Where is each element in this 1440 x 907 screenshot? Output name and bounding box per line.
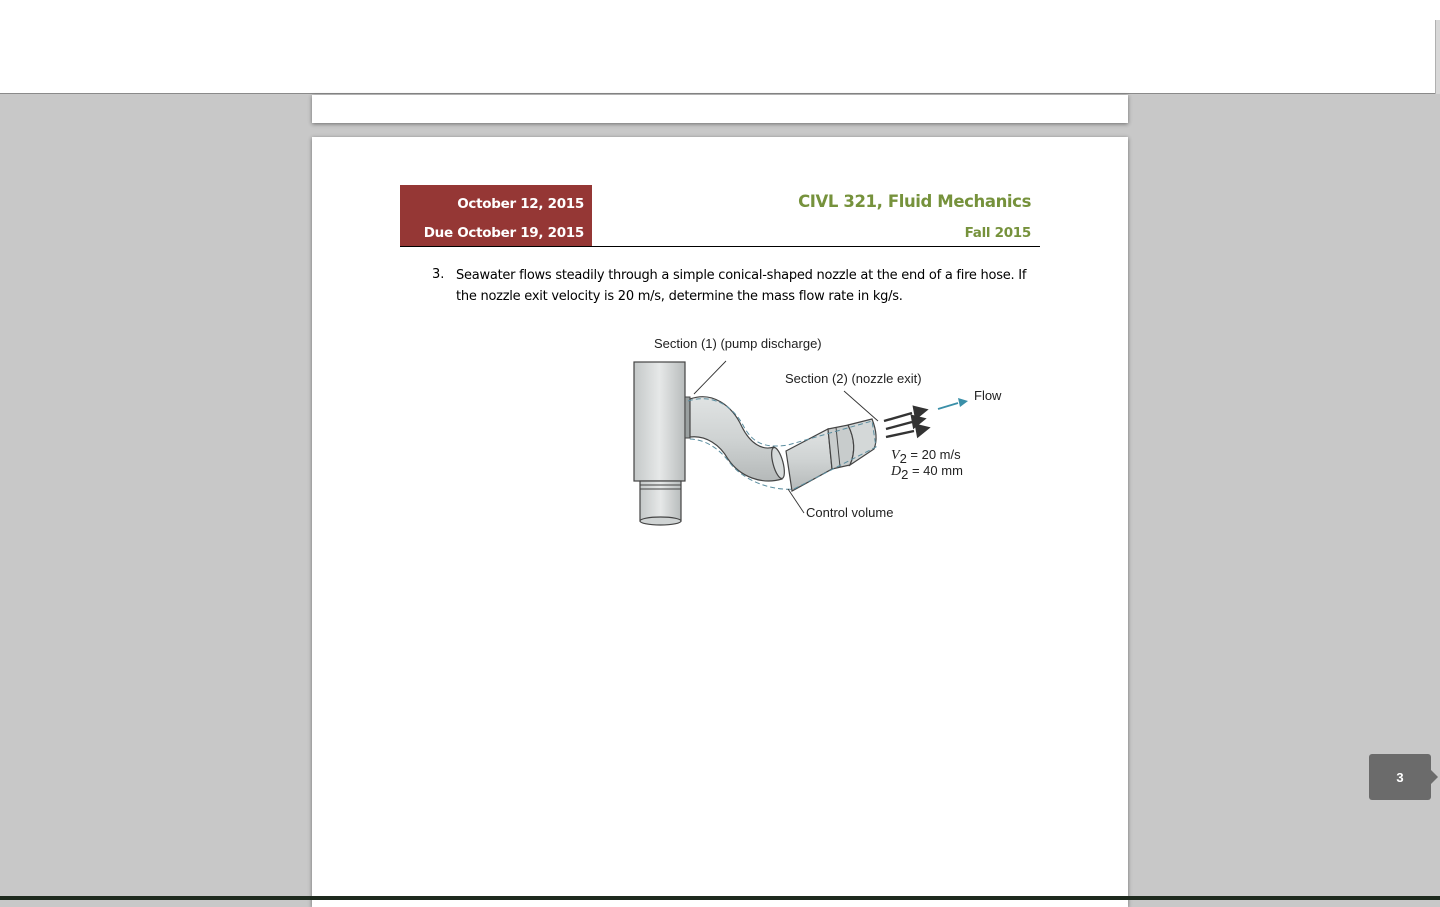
control-volume-leader <box>790 491 808 571</box>
flange <box>685 397 690 438</box>
page-indicator-arrow <box>1431 770 1438 784</box>
toolbar-area <box>0 0 1440 94</box>
jet-arrows <box>884 407 928 437</box>
page-number-indicator[interactable]: 3 <box>1369 754 1431 800</box>
header-date-band <box>400 185 592 246</box>
section1-label: Section (1) (pump discharge) <box>654 336 822 351</box>
pump-box <box>634 362 685 481</box>
control-volume-label: Control volume <box>806 505 894 520</box>
scrollbar-edge[interactable] <box>1435 20 1440 94</box>
diameter-label: $D_2$ $^{= 40 mm}$ <box>891 463 963 482</box>
previous-page <box>312 95 1128 123</box>
bottom-strip <box>0 896 1440 900</box>
due-date: Due October 19, 2015 <box>423 225 584 241</box>
pump-pipe <box>640 481 681 521</box>
flow-arrow <box>938 398 968 409</box>
fire-hose <box>690 397 782 481</box>
assignment-date: October 12, 2015 <box>457 196 584 212</box>
course-title: CIVL 321, Fluid Mechanics <box>798 192 1031 211</box>
section2-label: Section (2) (nozzle exit) <box>785 371 922 386</box>
current-page <box>312 137 1128 907</box>
course-term: Fall 2015 <box>964 225 1031 241</box>
problem-number: 3. <box>432 267 445 282</box>
problem-statement: Seawater flows steadily through a simple conical-shaped nozzle at the end of a fire hose. If the nozzle exit velocity is 20 m/s, determine the mass flow rate in kg/s. <box>456 268 1027 304</box>
velocity-label: $V_2$ $^{= 20 m/s}$ <box>891 447 961 466</box>
document-viewer[interactable] <box>0 95 1440 896</box>
control-volume-pointer <box>788 489 804 513</box>
nozzle-figure <box>622 321 1032 571</box>
section2-leader <box>844 391 878 421</box>
section1-leader <box>694 361 726 394</box>
header-rule <box>400 246 1040 247</box>
flow-label: Flow <box>974 388 1002 403</box>
